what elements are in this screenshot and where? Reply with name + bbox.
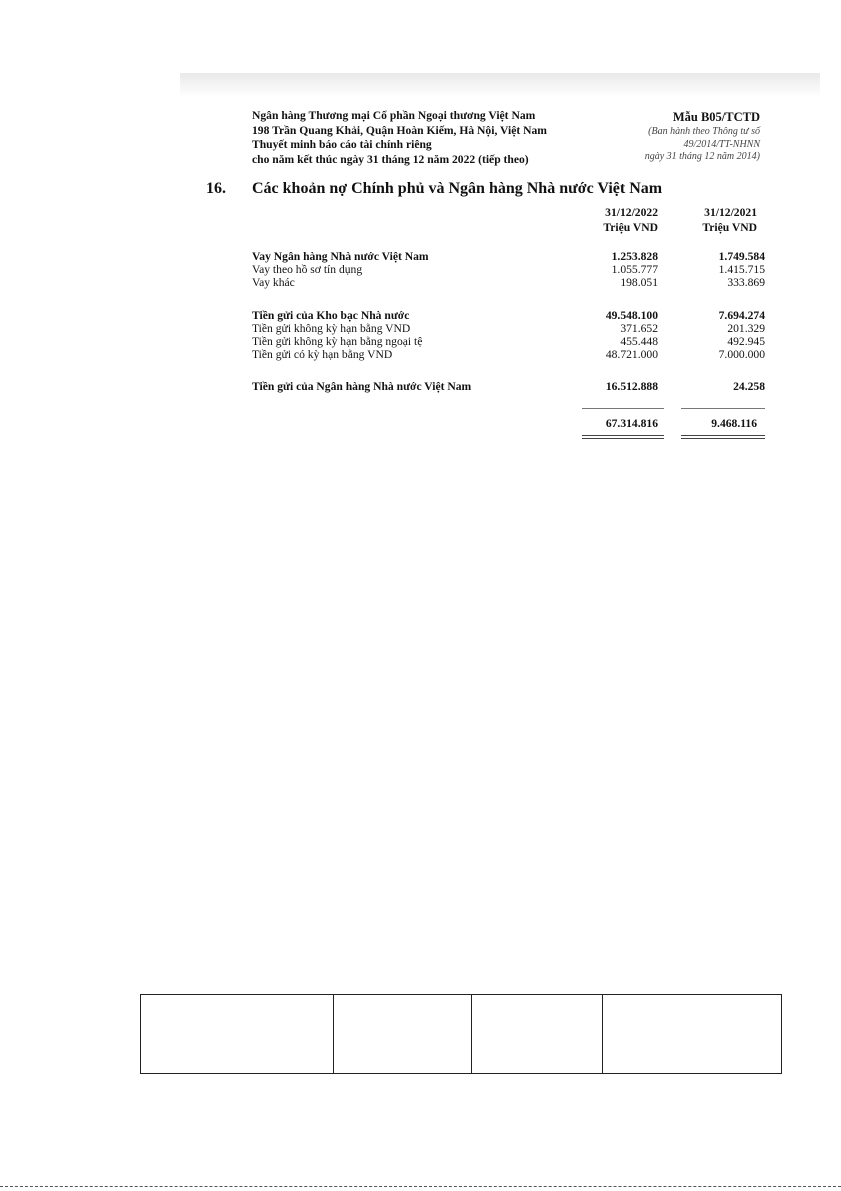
total-double-rule <box>582 435 664 439</box>
subtotal-rule <box>582 408 664 409</box>
table-row <box>252 323 772 336</box>
report-title: Thuyết minh báo cáo tài chính riêng <box>252 138 432 151</box>
value-2022: 1.253.828 <box>611 250 658 263</box>
table-row <box>252 381 772 394</box>
signature-table <box>140 994 782 1074</box>
company-address: 198 Trần Quang Khải, Quận Hoàn Kiếm, Hà Nội, Việt Nam <box>252 123 547 137</box>
value-2021: 7.000.000 <box>718 348 765 361</box>
row-label: Tiền gửi của Ngân hàng Nhà nước Việt Nam <box>252 380 472 393</box>
row-label: Tiền gửi không kỳ hạn bằng ngoại tệ <box>252 335 423 348</box>
form-note-line: ngày 31 tháng 12 năm 2014) <box>644 151 760 162</box>
value-2021: 201.329 <box>727 322 765 335</box>
signature-cell <box>334 995 472 1074</box>
table-row <box>252 264 772 277</box>
row-label: Vay Ngân hàng Nhà nước Việt Nam <box>252 250 429 263</box>
row-label: Vay khác <box>252 276 295 289</box>
value-2022: 16.512.888 <box>605 380 658 393</box>
company-header <box>252 109 547 167</box>
report-period: cho năm kết thúc ngày 31 tháng 12 năm 2022 (tiếp theo) <box>252 152 529 166</box>
column-date: 31/12/2022 <box>605 206 658 219</box>
table-row <box>252 336 772 349</box>
section-number: 16. <box>206 180 226 197</box>
value-2022: 48.721.000 <box>605 348 658 361</box>
signature-cell <box>472 995 603 1074</box>
value-2022: 371.652 <box>620 322 658 335</box>
form-code: Mẫu B05/TCTD <box>672 110 760 124</box>
value-2021: 1.749.584 <box>718 250 765 263</box>
section-title: Các khoản nợ Chính phủ và Ngân hàng Nhà nước Việt Nam <box>252 180 663 197</box>
subtotal-rule <box>681 408 765 409</box>
column-unit: Triệu VND <box>702 220 757 234</box>
total-double-rule <box>681 435 765 439</box>
row-label: Tiền gửi không kỳ hạn bằng VND <box>252 322 411 335</box>
value-2021: 24.258 <box>733 380 765 393</box>
total-2022: 67.314.816 <box>605 417 658 430</box>
value-2022: 1.055.777 <box>611 263 658 276</box>
company-name: Ngân hàng Thương mại Cổ phần Ngoại thương Việt Nam <box>252 109 536 122</box>
total-2021: 9.468.116 <box>711 417 757 430</box>
signature-cell <box>603 995 782 1074</box>
column-unit: Triệu VND <box>603 220 658 234</box>
row-label: Vay theo hồ sơ tín dụng <box>252 263 363 276</box>
table-row <box>252 349 772 362</box>
table-row <box>252 277 772 290</box>
form-note-line: (Ban hành theo Thông tư số <box>648 126 760 137</box>
form-note-line: 49/2014/TT-NHNN <box>683 138 760 150</box>
value-2022: 455.448 <box>620 335 658 348</box>
signature-cell <box>141 995 334 1074</box>
page-bottom-edge <box>0 1186 841 1189</box>
form-reference <box>645 109 760 164</box>
value-2022: 198.051 <box>620 276 658 289</box>
row-label: Tiền gửi của Kho bạc Nhà nước <box>252 309 410 322</box>
table-row <box>252 251 772 264</box>
table-row <box>252 310 772 323</box>
column-header-2021 <box>667 206 757 235</box>
value-2021: 7.694.274 <box>718 309 765 322</box>
scan-top-shadow <box>180 73 820 97</box>
column-header-2022 <box>568 206 658 235</box>
value-2022: 49.548.100 <box>605 309 658 322</box>
column-date: 31/12/2021 <box>704 206 757 219</box>
value-2021: 1.415.715 <box>718 263 765 276</box>
value-2021: 333.869 <box>727 276 765 289</box>
row-label: Tiền gửi có kỳ hạn bằng VND <box>252 348 393 361</box>
value-2021: 492.945 <box>727 335 765 348</box>
